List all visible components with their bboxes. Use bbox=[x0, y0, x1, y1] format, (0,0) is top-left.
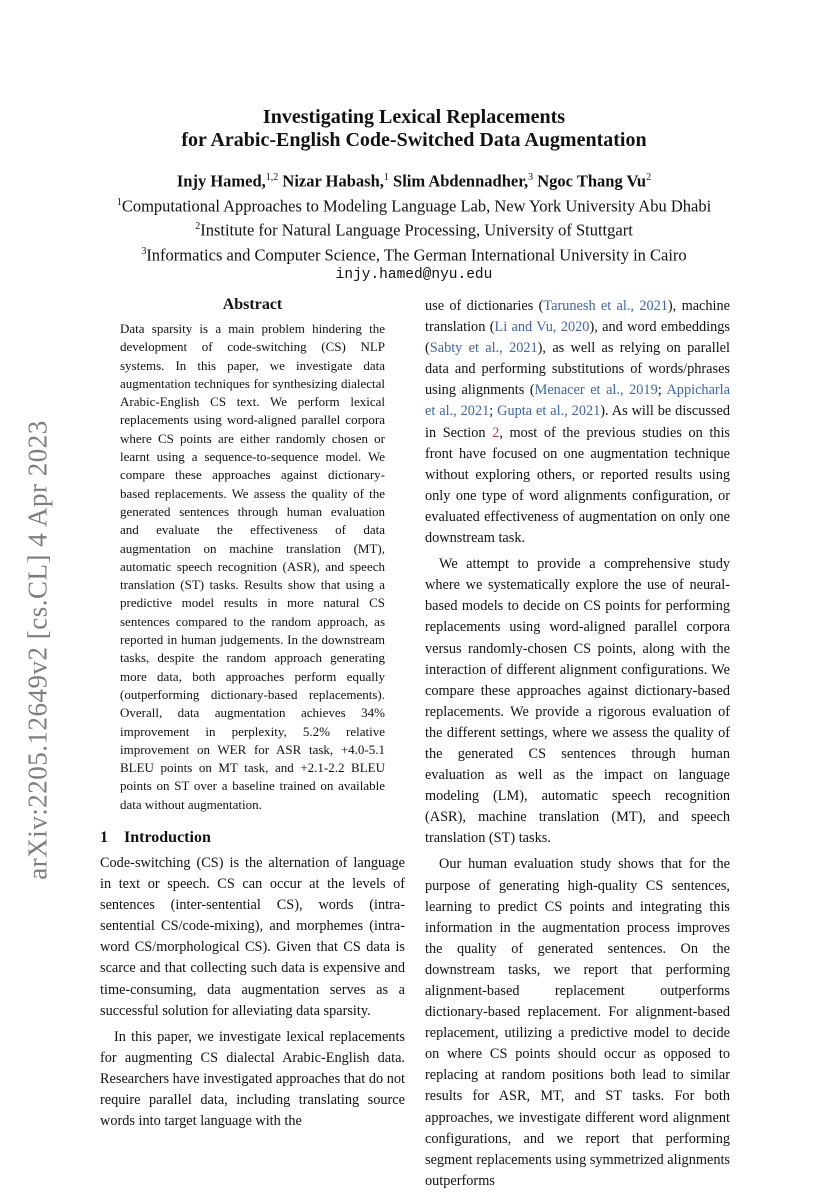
section-title: Introduction bbox=[124, 829, 211, 847]
author-affiliation-mark: 1 bbox=[383, 172, 389, 183]
text-run: use of dictionaries ( bbox=[425, 298, 544, 314]
author-name: Slim Abdennadher, bbox=[393, 171, 529, 191]
intro-paragraph-3 bbox=[425, 296, 730, 549]
left-column bbox=[100, 296, 405, 1132]
author-list bbox=[0, 167, 828, 192]
text-run: , most of the previous studies on this front have focused on one augmentation technique without exploring others, or reported results using only one type of word alignments configuration, or evaluated effectiveness of augmentation on only one downstream task. bbox=[425, 424, 730, 547]
text-run: ), machine translation ( bbox=[425, 298, 731, 336]
author-name: Nizar Habash, bbox=[282, 171, 384, 191]
right-column bbox=[425, 296, 730, 1192]
citation-link[interactable]: Tarunesh et al., 2021 bbox=[543, 298, 668, 314]
citation-link[interactable]: Menacer et al., 2019 bbox=[534, 382, 658, 399]
citation-link[interactable]: Gupta et al., 2021 bbox=[497, 403, 601, 420]
author-affiliation-mark: 3 bbox=[528, 172, 534, 183]
title-line-1: Investigating Lexical Replacements bbox=[262, 106, 566, 128]
abstract-heading: Abstract bbox=[222, 296, 283, 313]
affiliation-mark: 1 bbox=[116, 196, 122, 208]
text-run: ), and word embeddings ( bbox=[425, 319, 730, 357]
title-line-2: for Arabic-English Code-Switched Data Augmentation bbox=[181, 129, 647, 151]
citation-link[interactable]: Sabty et al., 2021 bbox=[429, 340, 538, 357]
arxiv-identifier bbox=[18, 370, 58, 930]
text-run: ), as well as relying on parallel data and performing substitutions of words/phrases using alignments ( bbox=[425, 340, 731, 399]
affiliation-text: Computational Approaches to Modeling Language Lab, New York University Abu Dhabi bbox=[121, 196, 712, 215]
intro-paragraph-5: Our human evaluation study shows that for the purpose of generating high-quality CS sentences, learning to predict CS points and integrating this information in the augmentation process improves the quality of generated sentences. On the downstream tasks, we report that performing alignment-based replacement outperforms dictionary-based replacement. For alignment-based replacement, utilizing a predictive model to decide on where CS points should occur as opposed to replacing at random positions both lead to similar results for ASR, MT, and ST tasks. For both approaches, we investigate different word alignment configurations, and we report that performing segment replacements using symmetrized alignments outperforms bbox=[425, 856, 730, 1189]
intro-paragraph-2: In this paper, we investigate lexical replacements for augmenting CS dialectal Arabic-English data. Researchers have investigated approaches that do not require parallel data, including translating source words into target language with the bbox=[100, 1028, 405, 1130]
section-reference-link[interactable]: 2 bbox=[492, 424, 500, 441]
affiliation-line bbox=[0, 192, 828, 217]
citation-link[interactable]: Appicharla et al., 2021 bbox=[425, 382, 730, 420]
author-block bbox=[0, 167, 828, 286]
author-affiliation-mark: 1,2 bbox=[265, 172, 279, 183]
affiliation-mark: 3 bbox=[141, 245, 147, 257]
affiliation-line bbox=[0, 216, 828, 241]
citation-link[interactable]: Li and Vu, 2020 bbox=[494, 319, 590, 336]
text-run: ; bbox=[489, 403, 498, 420]
abstract-text: Data sparsity is a main problem hindering the development of code-switching (CS) NLP systems. In this paper, we investigate data augmentation techniques for synthesizing dialectal Arabic-English CS text. We perform lexical replacements using word-aligned parallel corpora where CS points are either randomly chosen or learnt using a sequence-to-sequence model. We compare these approaches against dictionary-based replacements. We assess the quality of the generated sentences through human evaluation and evaluate the effectiveness of data augmentation on machine translation (MT), automatic speech recognition (ASR), and speech translation (ST) tasks. Results show that using a predictive model results in more natural CS sentences compared to the random approach, as reported in human judgements. In the downstream tasks, despite the random approach generating more data, both approaches perform equally (outperforming dictionary-based replacements). Overall, data augmentation achieves 34% improvement in perplexity, 5.2% relative improvement on WER for ASR task, +4.0-5.1 BLEU points on MT task, and +2.1-2.2 BLEU points on ST over a baseline trained on available data without augmentation. bbox=[120, 321, 385, 812]
section-heading-introduction bbox=[100, 829, 405, 847]
author-affiliation-mark: 2 bbox=[646, 172, 652, 183]
intro-paragraph-4: We attempt to provide a comprehensive study where we systematically explore the use of neural-based models to decide on CS points for performing replacements using word-aligned parallel corpora versus randomly-chosen CS points, along with the interaction of different alignment configurations. We compare these approaches against dictionary-based replacements. We provide a rigorous evaluation of the different settings, where we assess the quality of the generated CS sentences through human evaluation as well as the impact on language modeling (LM), automatic speech recognition (ASR), machine translation (MT), and speech translation (ST) tasks. bbox=[425, 556, 730, 847]
paper-title bbox=[0, 106, 828, 152]
affiliation-mark: 2 bbox=[195, 221, 201, 232]
text-run: ; bbox=[657, 382, 667, 399]
text-run: ). As will be discussed in Section bbox=[425, 403, 730, 441]
contact-email[interactable]: injy.hamed@nyu.edu bbox=[335, 267, 493, 283]
intro-paragraph-1: Code-switching (CS) is the alternation of language in text or speech. CS can occur at the levels of sentences (inter-sentential CS), words (intra-sentential CS/code-mixing), and morphemes (intra-word CS/morphological CS). Given that CS data is scarce and that collecting such data is expensive and time-consuming, data augmentation serves as a successful solution for alleviating data sparsity. bbox=[100, 855, 405, 1019]
arxiv-id-text: arXiv:2205.12649v2 [cs.CL] 4 Apr 2023 bbox=[22, 420, 53, 880]
affiliation-text: Institute for Natural Language Processing, University of Stuttgart bbox=[200, 220, 633, 240]
author-name: Ngoc Thang Vu bbox=[537, 171, 647, 191]
section-number: 1 bbox=[100, 829, 108, 847]
author-name: Injy Hamed, bbox=[176, 171, 266, 191]
affiliation-text: Informatics and Computer Science, The German International University in Cairo bbox=[146, 245, 687, 264]
affiliation-line bbox=[0, 241, 828, 266]
